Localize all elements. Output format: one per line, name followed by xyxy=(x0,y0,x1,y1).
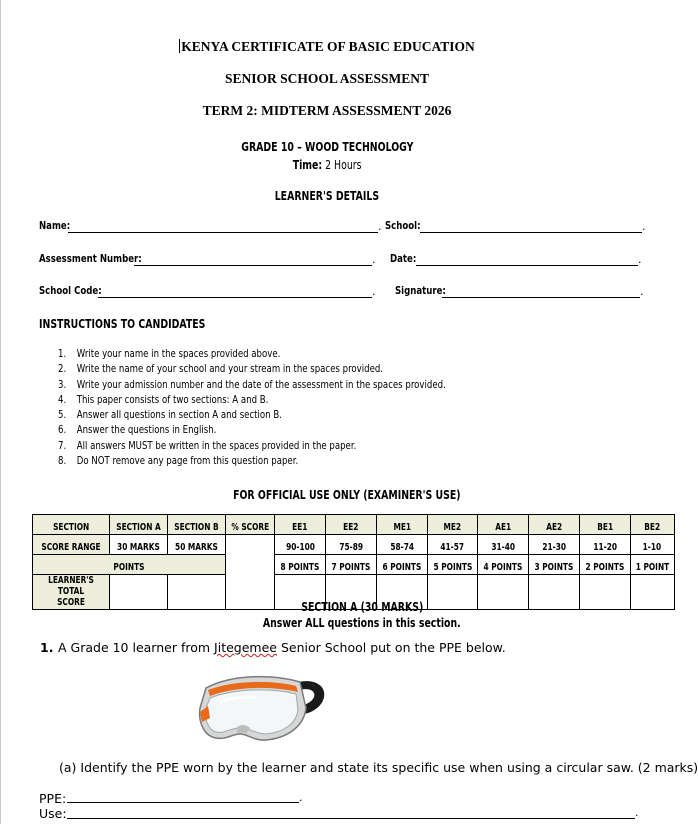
cell-text: 3 POINTS xyxy=(534,562,574,573)
cell-text: 41-57 xyxy=(440,542,465,553)
page-edge xyxy=(0,0,1,824)
exam-title-text: KENYA CERTIFICATE OF BASIC EDUCATION xyxy=(181,39,475,54)
cell-text: POINTS xyxy=(113,562,145,573)
table-cell xyxy=(109,515,167,535)
signature-dot: . xyxy=(640,285,644,298)
school-label: School: xyxy=(385,219,421,232)
table-cell xyxy=(225,515,275,535)
cell-text: 30 MARKS xyxy=(117,542,160,553)
date-label: Date: xyxy=(390,252,417,265)
use-label: Use: xyxy=(39,806,67,821)
instruction-text: Answer the questions in English. xyxy=(76,423,217,437)
cell-text: 8 POINTS xyxy=(280,562,320,573)
instruction-number: 2. xyxy=(58,362,67,376)
section-a-title-text: SECTION A (30 MARKS) xyxy=(300,600,424,614)
instruction-text: Write the name of your school and your stream in the spaces provided. xyxy=(76,362,384,376)
table-cell xyxy=(326,555,377,575)
use-dot: . xyxy=(635,806,639,819)
cell-text: 75-89 xyxy=(339,542,363,553)
cell-text: 7 POINTS xyxy=(331,562,371,573)
cell-text: SECTION B xyxy=(174,522,219,533)
assessment-dot: . xyxy=(372,253,376,266)
instruction-number: 8. xyxy=(58,454,67,468)
table-cell xyxy=(630,515,674,535)
safety-goggles-image xyxy=(196,668,328,754)
cell-text: ME1 xyxy=(392,522,411,533)
table-cell xyxy=(427,555,478,575)
table-cell xyxy=(478,535,529,555)
school-code-dot: . xyxy=(372,285,376,298)
cell-text: % SCORE xyxy=(231,522,270,533)
table-cell xyxy=(109,535,167,555)
section-a-instruction-text xyxy=(263,616,461,630)
cell-text: 4 POINTS xyxy=(483,562,523,573)
assessment-title: SENIOR SCHOOL ASSESSMENT xyxy=(224,71,430,86)
instruction-number: 6. xyxy=(58,423,67,437)
instruction-item xyxy=(58,378,446,393)
question-text-post: Senior School put on the PPE below. xyxy=(276,640,506,655)
table-row xyxy=(33,555,675,575)
cell-text: 1 POINT xyxy=(635,562,669,573)
table-cell xyxy=(579,535,630,555)
instruction-text: Do NOT remove any page from this question paper. xyxy=(76,454,299,468)
cell-text: AE1 xyxy=(495,522,512,533)
table-cell xyxy=(478,555,529,575)
name-label: Name: xyxy=(39,219,71,232)
instruction-text: All answers MUST be written in the spaces provided in the paper. xyxy=(76,438,357,452)
table-cell xyxy=(630,555,674,575)
cell-text: 31-40 xyxy=(491,542,516,553)
points-label-cell xyxy=(33,555,226,575)
name-dot: . xyxy=(378,220,382,233)
assessment-number-label: Assessment Number: xyxy=(39,252,142,265)
time-label: Time: xyxy=(292,158,323,172)
cell-text: 1-10 xyxy=(642,542,662,553)
instruction-item xyxy=(58,408,446,423)
ppe-label: PPE: xyxy=(39,791,67,806)
table-cell xyxy=(376,555,427,575)
table-cell xyxy=(275,535,326,555)
instruction-item xyxy=(58,454,446,469)
table-cell xyxy=(579,555,630,575)
instruction-bold: ALL xyxy=(305,616,325,630)
instruction-text: Answer all questions in section A and section B. xyxy=(76,408,282,422)
cell-text: ME2 xyxy=(443,522,462,533)
table-cell xyxy=(579,515,630,535)
cell-text: LEARNER'S TOTAL SCORE xyxy=(48,575,94,608)
assessment-number-field[interactable] xyxy=(134,265,372,266)
date-field[interactable] xyxy=(416,265,638,266)
time-line xyxy=(0,154,654,173)
question-text-pre: A Grade 10 learner from xyxy=(58,640,215,655)
cell-text: 21-30 xyxy=(542,542,566,553)
cell-text: 50 MARKS xyxy=(174,542,218,553)
table-cell xyxy=(33,515,110,535)
cell-text: 90-100 xyxy=(285,542,315,553)
table-cell xyxy=(529,535,580,555)
table-cell xyxy=(427,515,478,535)
table-cell xyxy=(529,515,580,535)
instruction-post: questions in this section. xyxy=(324,616,461,630)
ppe-dot: . xyxy=(299,791,303,804)
cell-text: EE2 xyxy=(343,522,359,533)
table-row xyxy=(33,515,675,535)
school-code-field[interactable] xyxy=(98,297,372,298)
instruction-number: 4. xyxy=(58,392,67,406)
cell-text: SECTION A xyxy=(116,522,161,533)
cell-text: BE2 xyxy=(644,522,661,533)
table-cell xyxy=(326,535,377,555)
subject-line xyxy=(0,136,654,155)
exam-title xyxy=(0,39,654,55)
instruction-pre: Answer xyxy=(263,616,306,630)
question-1a: (a) Identify the PPE worn by the learner and state its specific use when using a circular saw. (2 marks) xyxy=(59,760,698,775)
instruction-item xyxy=(58,347,446,362)
question-1 xyxy=(40,640,506,655)
table-cell xyxy=(478,515,529,535)
instruction-item xyxy=(58,423,446,438)
cell-text: 6 POINTS xyxy=(382,562,422,573)
official-use-text: FOR OFFICIAL USE ONLY (EXAMINER'S USE) xyxy=(233,488,461,502)
table-cell xyxy=(275,515,326,535)
time-value: 2 Hours xyxy=(325,158,362,172)
instruction-text: Write your name in the spaces provided above. xyxy=(76,347,281,360)
table-cell xyxy=(167,515,225,535)
instruction-number: 3. xyxy=(58,377,67,391)
subject-title: GRADE 10 – WOOD TECHNOLOGY xyxy=(240,140,414,154)
table-row xyxy=(33,535,675,555)
cell-text: AE2 xyxy=(546,522,563,533)
school-code-label: School Code: xyxy=(39,284,102,297)
cell-text: SECTION xyxy=(52,522,90,533)
table-cell xyxy=(275,555,326,575)
cell-text: 5 POINTS xyxy=(433,562,472,573)
table-cell xyxy=(427,535,478,555)
cell-text: SCORE RANGE xyxy=(41,542,101,553)
learner-details-heading xyxy=(0,185,654,204)
table-cell xyxy=(376,515,427,535)
section-a-instruction xyxy=(35,612,689,631)
learner-details-text: LEARNER'S DETAILS xyxy=(274,189,380,203)
date-dot: . xyxy=(638,253,642,266)
instruction-number: 5. xyxy=(58,408,67,422)
instructions-list xyxy=(58,347,555,469)
table-cell xyxy=(376,535,427,555)
instruction-text: This paper consists of two sections: A and B. xyxy=(76,392,269,406)
table-cell xyxy=(529,555,580,575)
instruction-item xyxy=(58,393,446,408)
table-cell xyxy=(326,515,377,535)
table-cell xyxy=(630,535,674,555)
term-title: TERM 2: MIDTERM ASSESSMENT 2026 xyxy=(202,103,452,118)
cell-text: 58-74 xyxy=(389,542,414,553)
cell-text: 11-20 xyxy=(592,542,617,553)
school-name: Jitegemee xyxy=(214,640,277,655)
name-field[interactable] xyxy=(68,232,378,233)
official-use-heading xyxy=(20,484,674,503)
instruction-number: 1. xyxy=(58,347,67,360)
use-answer-field[interactable] xyxy=(67,818,635,819)
instruction-text: Write your admission number and the date of the assessment in the spaces provided. xyxy=(76,377,446,391)
table-cell xyxy=(167,535,225,555)
school-dot: . xyxy=(642,220,646,233)
cell-text: BE1 xyxy=(596,522,613,533)
cell-text: EE1 xyxy=(292,522,308,533)
ppe-answer-field[interactable] xyxy=(67,802,299,803)
table-cell xyxy=(33,535,110,555)
school-field[interactable] xyxy=(420,232,642,233)
signature-field[interactable] xyxy=(442,297,640,298)
signature-label: Signature: xyxy=(395,284,446,297)
instruction-number: 7. xyxy=(58,438,67,452)
cell-text: 2 POINTS xyxy=(585,562,625,573)
instructions-title: INSTRUCTIONS TO CANDIDATES xyxy=(39,317,206,331)
instruction-item xyxy=(58,439,446,454)
time-text xyxy=(293,158,362,172)
instruction-item xyxy=(58,362,446,377)
question-number: 1. xyxy=(40,640,54,655)
